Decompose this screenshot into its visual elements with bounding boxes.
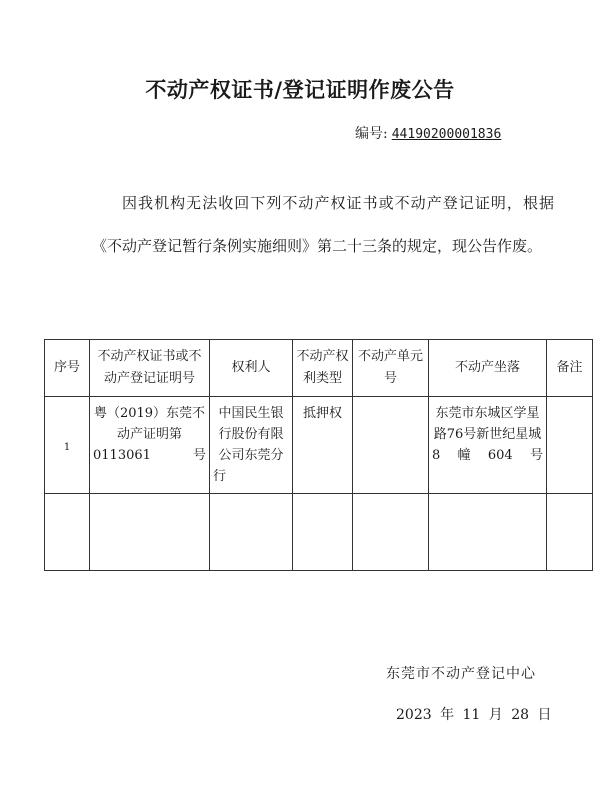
cell-unit — [353, 397, 429, 494]
serial-value: 44190200001836 — [391, 127, 502, 142]
empty-cell — [353, 494, 429, 571]
notice-body: 因我机构无法收回下列不动产权证书或不动产登记证明，根据《不动产登记暂行条例实施细则》第二十三条的规定，现公告作废。 — [92, 194, 554, 255]
header-cert: 不动产权证书或不动产登记证明号 — [90, 340, 210, 397]
serial-number — [355, 123, 501, 143]
void-certificates-table — [44, 339, 593, 571]
cell-cert: 粤（2019）东莞不动产证明第0113061号 — [90, 397, 210, 494]
header-remark: 备注 — [547, 340, 593, 397]
table-header-row — [45, 340, 593, 397]
issue-date: 2023 年 11 月 28 日 — [396, 707, 552, 723]
header-right-type: 不动产权利类型 — [293, 340, 353, 397]
empty-cell — [547, 494, 593, 571]
table-row — [45, 397, 593, 494]
empty-cell — [210, 494, 293, 571]
header-holder: 权利人 — [210, 340, 293, 397]
cell-remark — [547, 397, 593, 494]
cell-location: 东莞市东城区学星路76号新世纪星城8幢604号 — [429, 397, 547, 494]
page-title: 不动产权证书/登记证明作废公告 — [145, 78, 455, 102]
header-location: 不动产坐落 — [429, 340, 547, 397]
header-unit: 不动产单元号 — [353, 340, 429, 397]
serial-label: 编号: — [355, 126, 388, 142]
empty-cell — [429, 494, 547, 571]
empty-cell — [293, 494, 353, 571]
empty-cell — [45, 494, 90, 571]
table-row-empty — [45, 494, 593, 571]
cell-holder: 中国民生银行股份有限公司东莞分行 — [210, 397, 293, 494]
cell-right-type: 抵押权 — [293, 397, 353, 494]
cell-index: 1 — [45, 397, 90, 494]
issuing-organization: 东莞市不动产登记中心 — [386, 666, 536, 682]
empty-cell — [90, 494, 210, 571]
header-index: 序号 — [45, 340, 90, 397]
